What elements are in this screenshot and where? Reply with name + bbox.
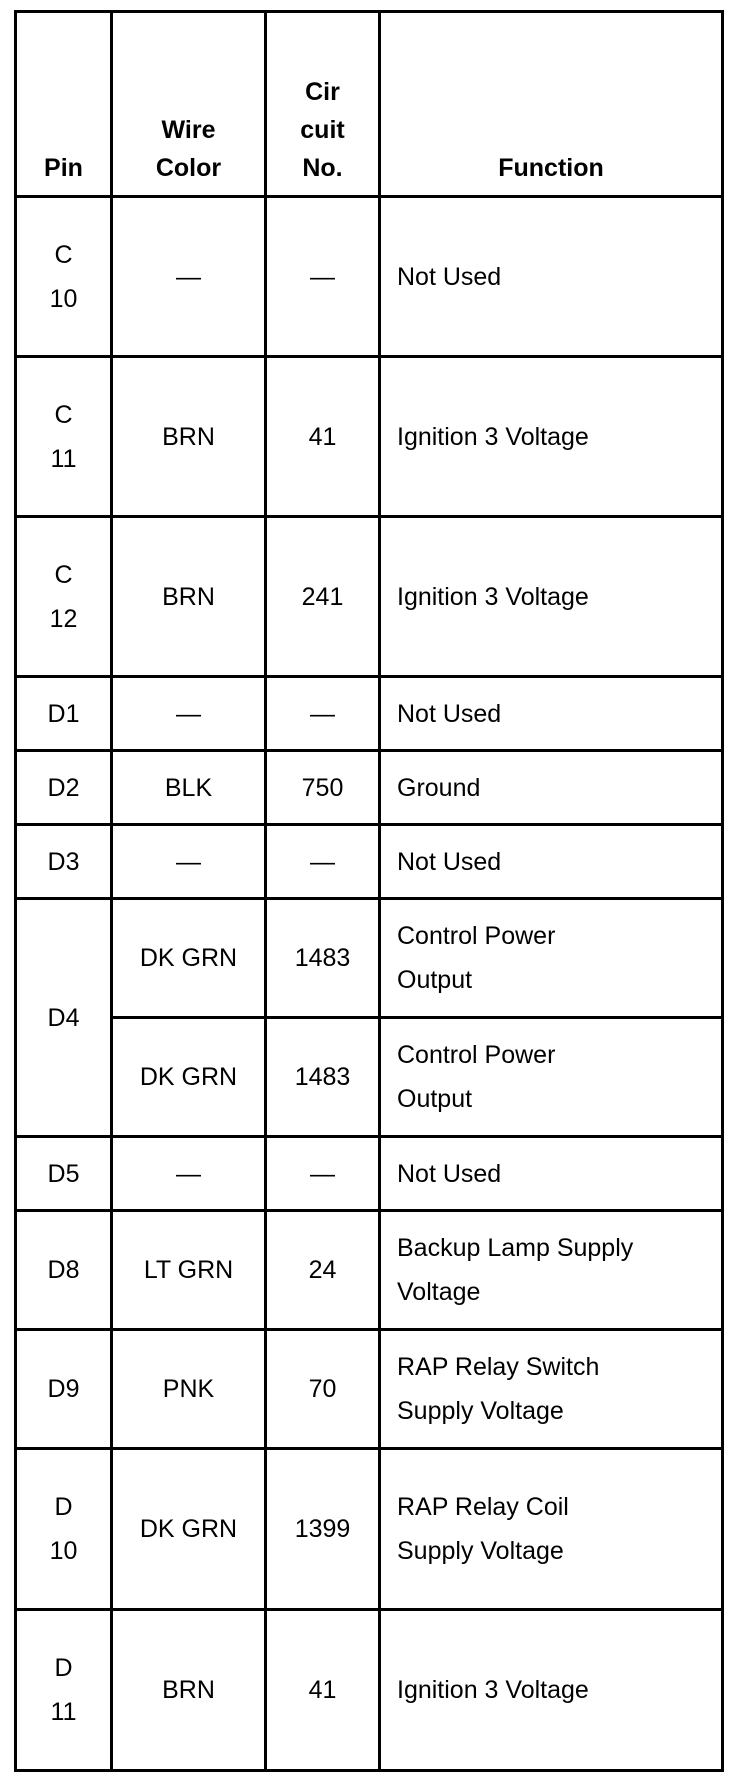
wire-color-cell: BRN (112, 1610, 266, 1771)
table-row (16, 825, 723, 899)
pin-cell: C 10 (16, 197, 112, 357)
table-row (16, 357, 723, 517)
wire-color-cell: — (112, 825, 266, 899)
circuit-cell: 41 (266, 1610, 380, 1771)
wire-color-cell: DK GRN (112, 899, 266, 1018)
circuit-cell: 750 (266, 751, 380, 825)
header-wire-color: Wire Color (112, 12, 266, 197)
wire-color-cell: — (112, 1137, 266, 1211)
pin-cell: D8 (16, 1211, 112, 1330)
pinout-table (14, 10, 724, 1772)
wire-color-cell: BRN (112, 357, 266, 517)
function-cell: Not Used (380, 1137, 723, 1211)
wire-color-cell: DK GRN (112, 1449, 266, 1610)
circuit-cell: — (266, 677, 380, 751)
table-row (16, 1018, 723, 1137)
pin-cell: C 11 (16, 357, 112, 517)
function-cell: Control Power Output (380, 899, 723, 1018)
wire-color-cell: LT GRN (112, 1211, 266, 1330)
table-row (16, 677, 723, 751)
pin-cell: D 10 (16, 1449, 112, 1610)
pin-cell: D2 (16, 751, 112, 825)
circuit-cell: — (266, 197, 380, 357)
circuit-cell: 1483 (266, 1018, 380, 1137)
circuit-cell: 41 (266, 357, 380, 517)
function-cell: RAP Relay Coil Supply Voltage (380, 1449, 723, 1610)
table-row (16, 1211, 723, 1330)
table-header-row (16, 12, 723, 197)
circuit-cell: 24 (266, 1211, 380, 1330)
function-cell: RAP Relay Switch Supply Voltage (380, 1330, 723, 1449)
wire-color-cell: DK GRN (112, 1018, 266, 1137)
pin-cell: D4 (16, 899, 112, 1137)
circuit-cell: — (266, 1137, 380, 1211)
header-pin: Pin (16, 12, 112, 197)
pin-cell: D 11 (16, 1610, 112, 1771)
function-cell: Backup Lamp Supply Voltage (380, 1211, 723, 1330)
table-row (16, 1610, 723, 1771)
pinout-table-container (14, 10, 721, 1772)
pin-cell: C 12 (16, 517, 112, 677)
table-row (16, 1137, 723, 1211)
circuit-cell: 1399 (266, 1449, 380, 1610)
function-cell: Not Used (380, 197, 723, 357)
function-cell: Ignition 3 Voltage (380, 1610, 723, 1771)
circuit-cell: 241 (266, 517, 380, 677)
table-row (16, 517, 723, 677)
pin-cell: D1 (16, 677, 112, 751)
circuit-cell: — (266, 825, 380, 899)
wire-color-cell: — (112, 677, 266, 751)
function-cell: Ground (380, 751, 723, 825)
pin-cell: D3 (16, 825, 112, 899)
table-row (16, 1449, 723, 1610)
table-row (16, 1330, 723, 1449)
wire-color-cell: BRN (112, 517, 266, 677)
function-cell: Not Used (380, 677, 723, 751)
table-row (16, 197, 723, 357)
wire-color-cell: BLK (112, 751, 266, 825)
table-row (16, 899, 723, 1018)
header-circuit-no: Cir cuit No. (266, 12, 380, 197)
function-cell: Control Power Output (380, 1018, 723, 1137)
pin-cell: D5 (16, 1137, 112, 1211)
function-cell: Ignition 3 Voltage (380, 357, 723, 517)
table-row (16, 751, 723, 825)
header-function: Function (380, 12, 723, 197)
wire-color-cell: — (112, 197, 266, 357)
circuit-cell: 70 (266, 1330, 380, 1449)
circuit-cell: 1483 (266, 899, 380, 1018)
pin-cell: D9 (16, 1330, 112, 1449)
function-cell: Not Used (380, 825, 723, 899)
function-cell: Ignition 3 Voltage (380, 517, 723, 677)
wire-color-cell: PNK (112, 1330, 266, 1449)
